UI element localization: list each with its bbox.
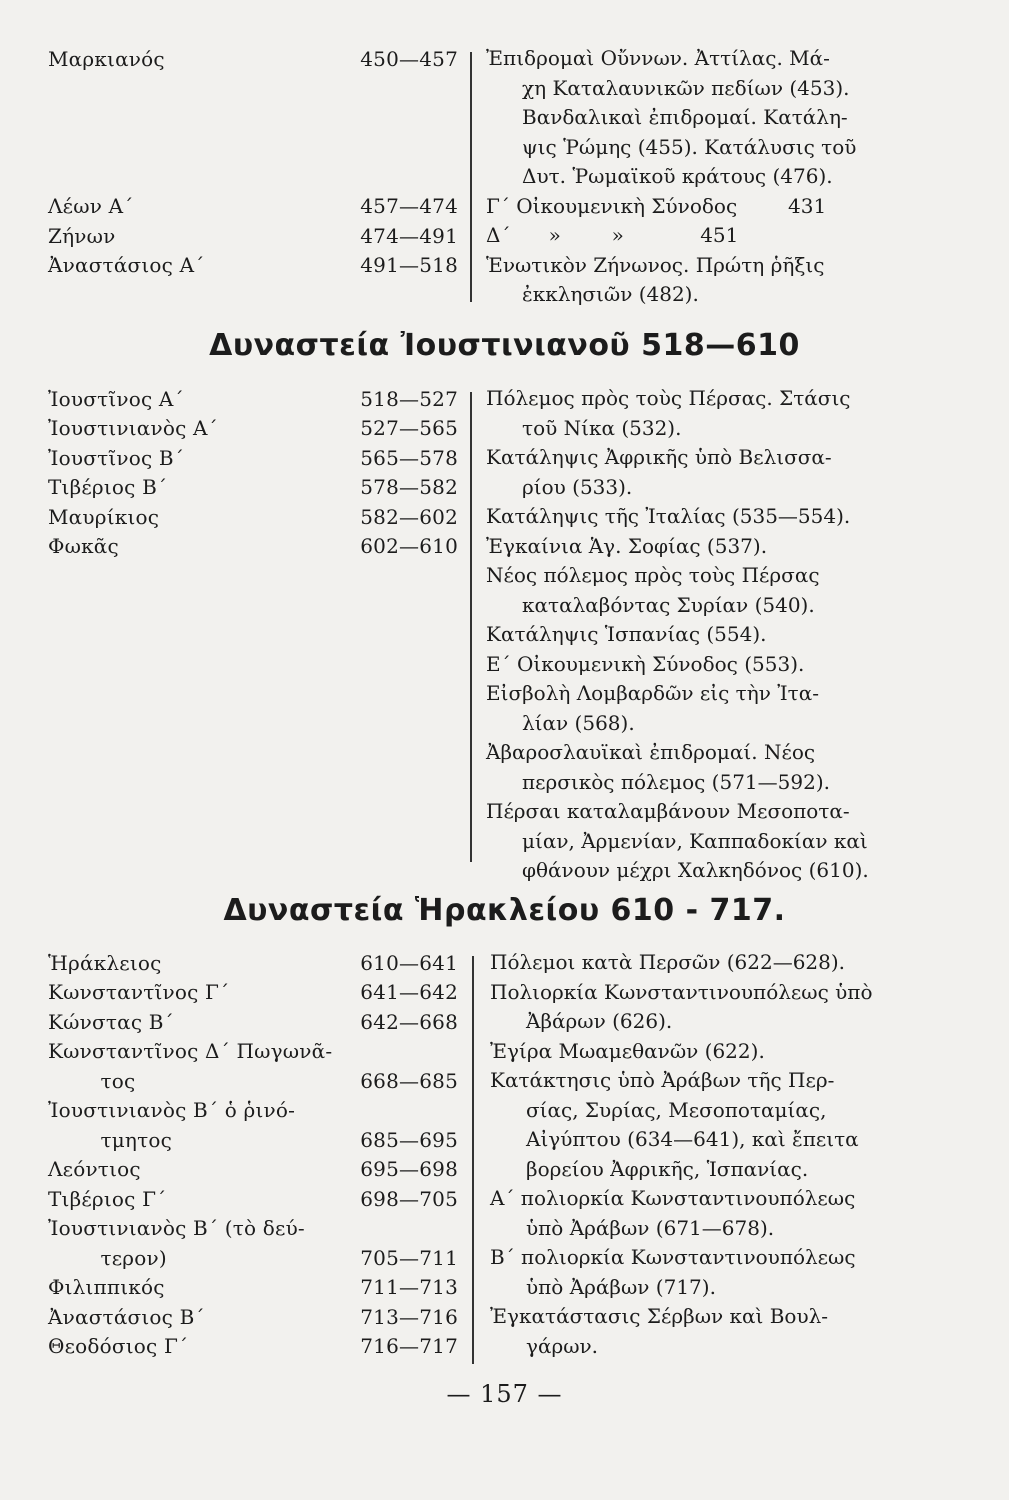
- column-divider: [472, 956, 474, 1364]
- ruler-row: [48, 473, 458, 503]
- reign-years: 711—713: [360, 1275, 458, 1300]
- event-line: βορείου Ἀφρικῆς, Ἱσπανίας.: [526, 1156, 809, 1181]
- reign-years: 641—642: [360, 980, 458, 1005]
- page-number: — 157 —: [446, 1380, 563, 1408]
- ruler-row: [48, 1332, 458, 1362]
- event-line: Ε΄ Οἰκουμενικὴ Σύνοδος (553).: [486, 651, 805, 676]
- ruler-row: [48, 251, 458, 281]
- reign-years: 698—705: [360, 1186, 458, 1211]
- ruler-row: [48, 414, 458, 444]
- event-line: φθάνουν μέχρι Χαλκηδόνος (610).: [522, 858, 869, 882]
- ruler-name: Ἰουστινιανὸς Β΄ ὁ ῥινό-: [48, 1098, 296, 1123]
- ruler-name: Θεοδόσιος Γ΄: [48, 1334, 189, 1359]
- event-line: σίας, Συρίας, Μεσοποταμίας,: [526, 1097, 827, 1122]
- events-list: [486, 384, 926, 886]
- reign-years: 668—685: [360, 1068, 458, 1093]
- event-line: Ἐπιδρομαὶ Οὔννων. Ἀττίλας. Μά-: [486, 46, 830, 70]
- ruler-name: Ἰουστῖνος Β΄: [48, 445, 185, 470]
- event-line: Πολιορκία Κωνσταντινουπόλεως ὑπὸ: [490, 979, 873, 1004]
- ruler-name: Ἰουστῖνος Α΄: [48, 386, 184, 411]
- reign-years: 491—518: [360, 253, 458, 278]
- reign-years: 527—565: [360, 416, 458, 441]
- column-divider: [470, 52, 472, 302]
- rulers-list: [48, 948, 458, 1361]
- ruler-row: [48, 1007, 458, 1037]
- ruler-name: Λεόντιος: [48, 1157, 141, 1182]
- events-list: [490, 948, 920, 1361]
- ruler-name: Κωνσταντῖνος Δ΄ Πωγωνᾶ-: [48, 1039, 333, 1064]
- ruler-row: [48, 44, 458, 74]
- event-line: Δυτ. Ῥωμαϊκοῦ κράτους (476).: [522, 164, 833, 188]
- reign-years: 450—457: [360, 46, 458, 71]
- event-line: τοῦ Νίκα (532).: [522, 415, 682, 440]
- ruler-row: [48, 1243, 458, 1273]
- reign-years: 695—698: [360, 1157, 458, 1182]
- reign-years: 716—717: [360, 1334, 458, 1359]
- ruler-name: Μαρκιανός: [48, 46, 165, 71]
- event-line: Βανδαλικαὶ ἐπιδρομαί. Κατάλη-: [522, 105, 848, 129]
- reign-years: 582—602: [360, 504, 458, 529]
- event-line: γάρων.: [526, 1333, 599, 1358]
- event-line: Κατάληψις Ἱσπανίας (554).: [486, 622, 767, 646]
- event-line: Β΄ πολιορκία Κωνσταντινουπόλεως: [490, 1245, 856, 1269]
- reign-years: 518—527: [360, 386, 458, 411]
- ruler-row: [48, 978, 458, 1008]
- event-line: ὑπὸ Ἀράβων (717).: [526, 1274, 716, 1299]
- ruler-row: [48, 103, 458, 133]
- ruler-row: [48, 1184, 458, 1214]
- event-line: Πόλεμοι κατὰ Περσῶν (622—628).: [490, 950, 846, 974]
- ruler-name: Ἰουστινιανὸς Α΄: [48, 416, 218, 441]
- event-line: ὑπὸ Ἀράβων (671—678).: [526, 1215, 775, 1240]
- event-line: Εἰσβολὴ Λομβαρδῶν εἰς τὴν Ἰτα-: [486, 681, 819, 705]
- dynasty-heading-justinian: Δυναστεία Ἰουστινιανοῦ 518—610: [209, 328, 800, 363]
- ruler-row: [48, 1273, 458, 1303]
- reign-years: 642—668: [360, 1009, 458, 1034]
- event-line: Πέρσαι καταλαμβάνουν Μεσοποτα-: [486, 799, 850, 823]
- reign-years: 565—578: [360, 445, 458, 470]
- ruler-row: [48, 74, 458, 104]
- event-line: Ἐγκατάστασις Σέρβων καὶ Βουλ-: [490, 1304, 829, 1328]
- event-line: ψις Ῥώμης (455). Κατάλυσις τοῦ: [522, 134, 857, 159]
- ruler-name: Λέων Α΄: [48, 194, 134, 219]
- ruler-row: [48, 1066, 458, 1096]
- ruler-row: [48, 1037, 458, 1067]
- event-line: Πόλεμος πρὸς τοὺς Πέρσας. Στάσις: [486, 386, 851, 410]
- ruler-name: Ἀναστάσιος Α΄: [48, 253, 205, 278]
- ruler-name: Κώνστας Β΄: [48, 1009, 174, 1034]
- event-line: Αἰγύπτου (634—641), καὶ ἔπειτα: [526, 1127, 859, 1151]
- ruler-name: Ζήνων: [48, 223, 116, 248]
- event-line: λίαν (568).: [522, 710, 635, 735]
- event-line: περσικὸς πόλεμος (571—592).: [522, 769, 830, 794]
- ruler-name: Κωνσταντῖνος Γ΄: [48, 980, 230, 1005]
- ruler-row: [48, 1125, 458, 1155]
- ruler-row: [48, 133, 458, 163]
- event-line: μίαν, Ἀρμενίαν, Καππαδοκίαν καὶ: [522, 828, 868, 853]
- ruler-name: Φωκᾶς: [48, 534, 119, 559]
- event-line: χη Καταλαυνικῶν πεδίων (453).: [522, 75, 850, 100]
- ruler-name: Ἀναστάσιος Β΄: [48, 1304, 205, 1329]
- ruler-row: [48, 443, 458, 473]
- ruler-row: [48, 1155, 458, 1185]
- rulers-list: [48, 44, 458, 280]
- event-line: Α΄ πολιορκία Κωνσταντινουπόλεως: [490, 1186, 856, 1210]
- ruler-name: Τιβέριος Β΄: [48, 475, 168, 500]
- ruler-row: [48, 192, 458, 222]
- event-line: ρίου (533).: [522, 474, 633, 499]
- ruler-name: Φιλιππικός: [48, 1275, 165, 1300]
- reign-years: 713—716: [360, 1304, 458, 1329]
- ruler-name: Ἰουστινιανὸς Β΄ (τὸ δεύ-: [48, 1216, 305, 1241]
- event-line: Νέος πόλεμος πρὸς τοὺς Πέρσας: [486, 563, 820, 587]
- reign-years: 474—491: [360, 223, 458, 248]
- event-line: Ἑνωτικὸν Ζήνωνος. Πρώτη ῥῆξις: [486, 252, 825, 277]
- ruler-row: [48, 532, 458, 562]
- event-line: Κατάληψις τῆς Ἰταλίας (535—554).: [486, 504, 851, 528]
- ruler-name: Ἡράκλειος: [48, 950, 162, 975]
- event-line: ἐκκλησιῶν (482).: [522, 282, 699, 306]
- ruler-row: [48, 1302, 458, 1332]
- event-line: Γ΄ Οἰκουμενικὴ Σύνοδος 431: [486, 193, 827, 218]
- ruler-row: [48, 1096, 458, 1126]
- column-divider: [470, 392, 472, 862]
- event-line: Κατάληψις Ἀφρικῆς ὑπὸ Βελισσα-: [486, 445, 832, 469]
- event-line: Ἐγκαίνια Ἁγ. Σοφίας (537).: [486, 533, 768, 558]
- event-line: Ἀβαροσλαυϊκαὶ ἐπιδρομαί. Νέος: [486, 740, 816, 764]
- ruler-row: [48, 162, 458, 192]
- reign-years: 685—695: [360, 1127, 458, 1152]
- events-list: [486, 44, 926, 310]
- event-line: Ἐγίρα Μωαμεθανῶν (622).: [490, 1038, 765, 1063]
- ruler-row: [48, 1214, 458, 1244]
- event-line: Κατάκτησις ὑπὸ Ἀράβων τῆς Περ-: [490, 1068, 835, 1092]
- ruler-name: τος: [48, 1068, 136, 1093]
- event-line: καταλαβόντας Συρίαν (540).: [522, 592, 815, 617]
- ruler-row: [48, 948, 458, 978]
- ruler-row: [48, 502, 458, 532]
- reign-years: 610—641: [360, 950, 458, 975]
- reign-years: 602—610: [360, 534, 458, 559]
- event-line: Ἀβάρων (626).: [526, 1009, 673, 1033]
- reign-years: 457—474: [360, 194, 458, 219]
- reign-years: 705—711: [360, 1245, 458, 1270]
- event-line: Δ΄ » » 451: [486, 223, 739, 247]
- rulers-list: [48, 384, 458, 561]
- ruler-name: Μαυρίκιος: [48, 504, 160, 529]
- reign-years: 578—582: [360, 475, 458, 500]
- ruler-row: [48, 384, 458, 414]
- ruler-name: Τιβέριος Γ΄: [48, 1186, 167, 1211]
- ruler-name: τερον): [48, 1245, 167, 1270]
- dynasty-heading-heraclius: Δυναστεία Ἡρακλείου 610 - 717.: [223, 893, 786, 928]
- ruler-row: [48, 221, 458, 251]
- ruler-name: τμητος: [48, 1127, 173, 1152]
